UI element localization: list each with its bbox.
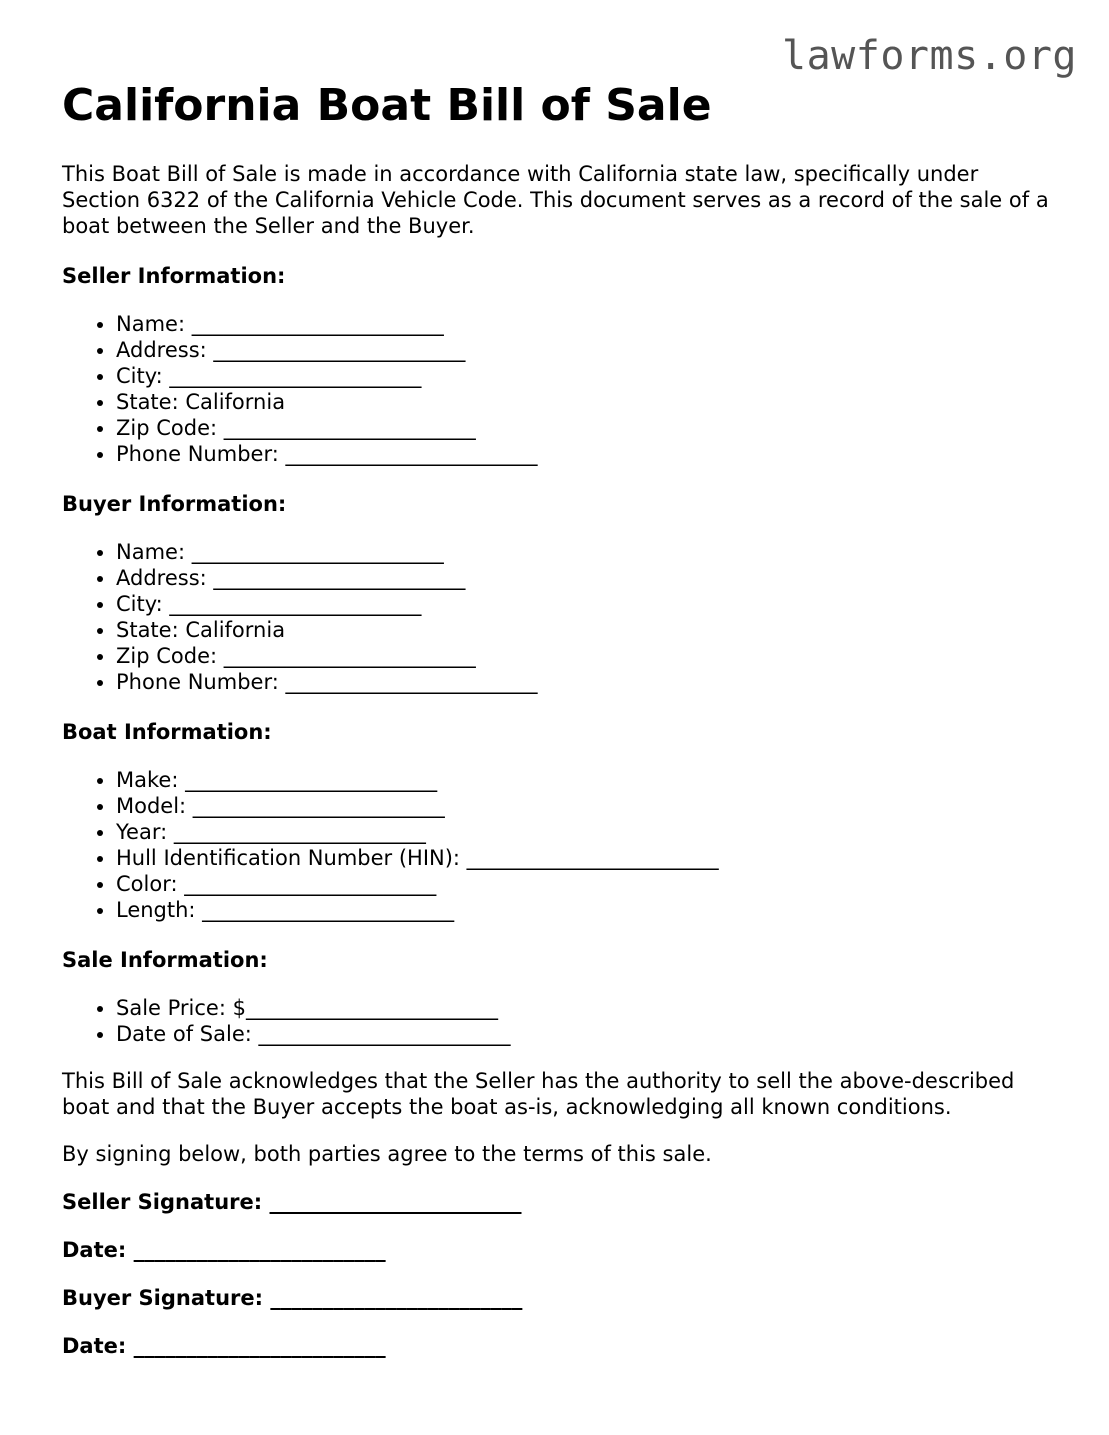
buyer-date-line: Date: ________________________: [62, 1334, 386, 1358]
seller-section-heading: Seller Information:: [62, 264, 286, 288]
acknowledgement-paragraph: This Bill of Sale acknowledges that the Seller has the authority to sell the above-described boat and that the Buyer accepts the boat as-is, acknowledging all known conditions.: [62, 1069, 1015, 1119]
sale-section-heading: Sale Information:: [62, 948, 268, 972]
page-title: California Boat Bill of Sale: [62, 80, 712, 131]
sale-price-item: • Sale Price: $________________________: [116, 995, 1052, 1021]
seller-state-item: • State: California: [116, 389, 1052, 415]
buyer-name-item: • Name: ________________________: [116, 539, 1052, 565]
seller-signature-line: Seller Signature: ________________________: [62, 1190, 522, 1214]
boat-hin-item: • Hull Identification Number (HIN): ________________________: [116, 845, 1052, 871]
buyer-state-item: • State: California: [116, 617, 1052, 643]
sale-date-item: • Date of Sale: ________________________: [116, 1021, 1052, 1047]
boat-info-list: [62, 767, 1052, 923]
boat-make-item: • Make: ________________________: [116, 767, 1052, 793]
boat-length-item: • Length: ________________________: [116, 897, 1052, 923]
seller-info-list: [62, 311, 1052, 467]
seller-name-item: • Name: ________________________: [116, 311, 1052, 337]
buyer-address-item: • Address: ________________________: [116, 565, 1052, 591]
agreement-paragraph: By signing below, both parties agree to the terms of this sale.: [62, 1142, 712, 1166]
buyer-signature-line: Buyer Signature: ________________________: [62, 1286, 523, 1310]
watermark-logo: lawforms.org: [782, 33, 1077, 79]
intro-paragraph: This Boat Bill of Sale is made in accordance with California state law, specifically under Section 6322 of the California Vehicle Code. This document serves as a record of the sale of a boat between the Seller and the Buyer.: [62, 162, 1049, 238]
seller-address-item: • Address: ________________________: [116, 337, 1052, 363]
sale-info-list: [62, 995, 1052, 1047]
buyer-info-list: [62, 539, 1052, 695]
seller-phone-item: • Phone Number: ________________________: [116, 441, 1052, 467]
boat-model-item: • Model: ________________________: [116, 793, 1052, 819]
buyer-section-heading: Buyer Information:: [62, 492, 287, 516]
buyer-city-item: • City: ________________________: [116, 591, 1052, 617]
document-page: [62, 78, 1052, 1359]
seller-date-line: Date: ________________________: [62, 1238, 386, 1262]
boat-section-heading: Boat Information:: [62, 720, 272, 744]
seller-city-item: • City: ________________________: [116, 363, 1052, 389]
boat-color-item: • Color: ________________________: [116, 871, 1052, 897]
seller-zip-item: • Zip Code: ________________________: [116, 415, 1052, 441]
buyer-zip-item: • Zip Code: ________________________: [116, 643, 1052, 669]
boat-year-item: • Year: ________________________: [116, 819, 1052, 845]
buyer-phone-item: • Phone Number: ________________________: [116, 669, 1052, 695]
